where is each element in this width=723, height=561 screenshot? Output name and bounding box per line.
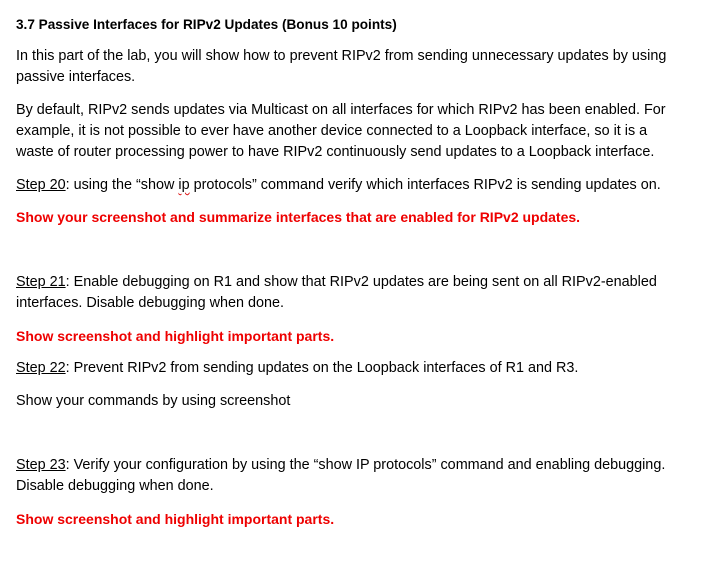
step-20-text	[16, 175, 661, 196]
step-21-text: : Enable debugging on R1 and show that RIPv2 updates are being sent on all RIPv2-enabled	[65, 274, 657, 290]
step-21-label: Step 21	[16, 274, 66, 290]
section-heading: 3.7 Passive Interfaces for RIPv2 Updates (Bonus 10 points)	[16, 17, 397, 32]
step-23-text-line-2: Disable debugging when done.	[16, 478, 214, 494]
step-22-text-a: : Prevent RIPv2 from sending updates on the Loopback interfaces of R1 and R3.	[65, 360, 579, 376]
step-21-instruction: Show screenshot and highlight important parts.	[16, 328, 335, 344]
spelling-error-mark: ip	[178, 177, 190, 193]
step-20-instruction: Show your screenshot and summarize interfaces that are enabled for RIPv2 updates.	[16, 209, 581, 225]
step-23-instruction: Show screenshot and highlight important parts.	[16, 511, 335, 527]
step-21-text-line-2: interfaces. Disable debugging when done.	[16, 295, 285, 311]
step-20-label: Step 20	[16, 177, 66, 193]
intro-paragraph-2-line-3: waste of router processing power to have RIPv2 continuously send updates to a Loopback interface.	[16, 144, 655, 160]
step-21-text-line-1	[16, 272, 657, 293]
intro-paragraph-1-line-2: passive interfaces.	[16, 69, 136, 85]
step-22-label: Step 22	[16, 360, 66, 376]
step-23-text: : Verify your configuration by using the “show IP protocols” command and enabling debugging.	[65, 457, 666, 473]
step-20-text-a: : using the “show	[65, 177, 179, 193]
step-22-text	[16, 358, 578, 379]
step-22-instruction: Show your commands by using screenshot	[16, 393, 291, 409]
step-20-text-b: protocols” command verify which interfaces RIPv2 is sending updates on.	[189, 177, 661, 193]
step-23-text-line-1	[16, 455, 665, 476]
step-23-label: Step 23	[16, 457, 66, 473]
intro-paragraph-1-line-1: In this part of the lab, you will show how to prevent RIPv2 from sending unnecessary updates by using	[16, 48, 667, 64]
intro-paragraph-2-line-2: example, it is not possible to ever have another device connected to a Loopback interface, so it is a	[16, 123, 648, 139]
intro-paragraph-2-line-1: By default, RIPv2 sends updates via Multicast on all interfaces for which RIPv2 has been enabled. For	[16, 102, 666, 118]
